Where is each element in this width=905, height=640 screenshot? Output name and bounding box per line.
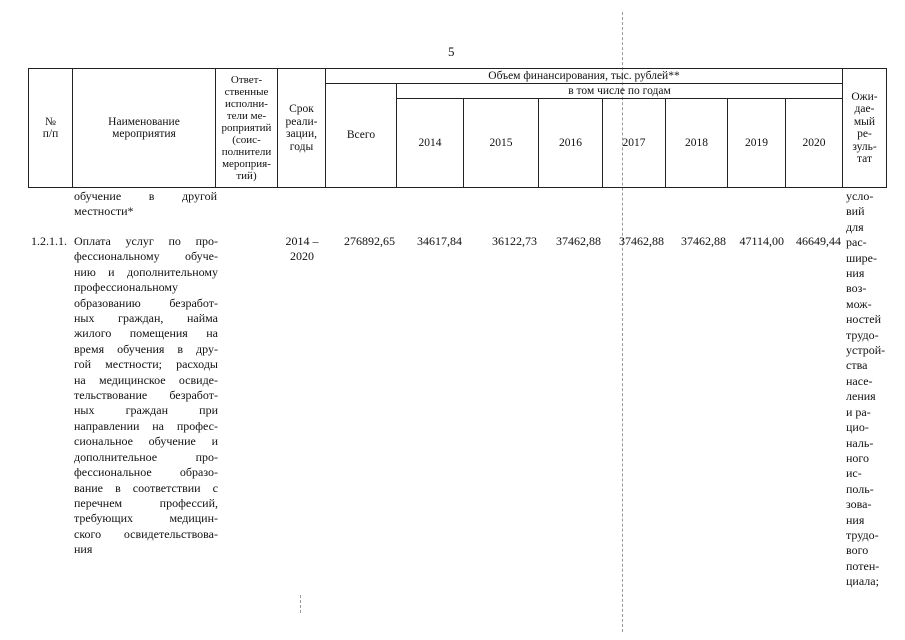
header-period-line: годы xyxy=(289,140,314,153)
description-line: дополнительное про- xyxy=(74,449,218,464)
result-line: вого xyxy=(846,543,869,558)
description-line: фессиональному обуче- xyxy=(74,249,218,264)
row-description xyxy=(74,234,218,558)
header-responsible-line: роприятий xyxy=(221,122,272,134)
result-line: наль- xyxy=(846,435,874,450)
header-responsible-line: мероприя- xyxy=(222,158,271,170)
row-value-2018: 37462,88 xyxy=(681,234,726,248)
header-year-label: 2016 xyxy=(559,136,582,149)
header-result-line: дае- xyxy=(854,103,875,115)
row-number: 1.2.1.1. xyxy=(31,234,67,248)
header-name-line: Наименование xyxy=(108,115,180,128)
period-line: 2014 – xyxy=(285,234,319,248)
header-by-years-label: в том числе по годам xyxy=(568,84,671,97)
header-year-2020 xyxy=(785,98,843,188)
result-line: устрой- xyxy=(846,343,886,358)
row-period xyxy=(279,234,325,265)
header-responsible-line: тели ме- xyxy=(226,110,267,122)
header-responsible-line: тий) xyxy=(236,170,257,182)
header-responsible-line: полнители xyxy=(221,146,272,158)
header-total-cell xyxy=(325,83,397,188)
description-line: местности* xyxy=(74,204,134,219)
header-name-cell xyxy=(72,68,216,188)
header-year-label: 2017 xyxy=(622,136,646,149)
header-year-label: 2015 xyxy=(489,136,513,149)
header-year-2017 xyxy=(602,98,666,188)
description-line: требующих медицин- xyxy=(74,511,218,526)
page-number: 5 xyxy=(448,44,455,59)
header-period-line: Срок xyxy=(289,103,314,115)
result-line: и ра- xyxy=(846,404,871,419)
header-result-cell xyxy=(842,68,887,188)
header-result-line: ре- xyxy=(857,128,872,140)
result-line: ления xyxy=(846,389,876,404)
header-responsible-line: ственные xyxy=(224,86,269,98)
result-line: ного xyxy=(846,450,870,465)
header-number-line: п/п xyxy=(42,128,59,140)
description-line: время обучения в дру- xyxy=(74,341,218,356)
description-line: ных граждан при xyxy=(74,403,218,418)
header-financing-label: Объем финансирования, тыс. рублей** xyxy=(488,69,680,82)
description-line: ского освидетельствова- xyxy=(74,526,218,541)
header-result-line: мый xyxy=(853,115,876,128)
period-line: 2020 xyxy=(290,249,314,264)
row-value-2019: 47114,00 xyxy=(739,234,784,248)
header-year-label: 2020 xyxy=(802,136,826,149)
header-period-cell xyxy=(277,68,326,188)
previous-row-continuation xyxy=(74,189,217,220)
result-line: рас- xyxy=(846,235,867,250)
header-number-line: № xyxy=(45,115,56,128)
result-line: вий xyxy=(846,204,865,219)
result-line: усло- xyxy=(846,189,874,203)
description-line: фессиональное образо- xyxy=(74,465,218,480)
description-line: ных граждан, найма xyxy=(74,311,218,326)
expected-result xyxy=(846,189,890,590)
header-year-label: 2014 xyxy=(418,136,442,149)
header-by-years-cell xyxy=(396,83,843,99)
header-year-2019 xyxy=(727,98,786,188)
result-line: циала; xyxy=(846,574,879,589)
header-year-label: 2018 xyxy=(685,136,708,149)
description-line: на медицинское освиде- xyxy=(74,372,218,387)
row-value-2015: 36122,73 xyxy=(492,234,537,248)
header-result-line: Ожи- xyxy=(851,90,878,103)
result-line: ства xyxy=(846,358,868,373)
result-line: ностей xyxy=(846,312,882,327)
result-line: потен- xyxy=(846,558,880,573)
header-responsible-cell xyxy=(215,68,278,188)
header-year-2014 xyxy=(396,98,464,188)
result-line: для xyxy=(846,219,864,234)
result-line: насе- xyxy=(846,373,873,388)
description-line: Оплата услуг по про- xyxy=(74,234,218,248)
result-line: поль- xyxy=(846,481,874,496)
description-line: вание в соответствии с xyxy=(74,480,218,495)
description-line: ния xyxy=(74,542,93,557)
result-line: ис- xyxy=(846,466,862,481)
description-line: сиональное обучение и xyxy=(74,434,218,449)
row-value-2017: 37462,88 xyxy=(619,234,664,248)
header-number-cell xyxy=(28,68,73,188)
description-line: тельствование безработ- xyxy=(74,388,218,403)
row-total-value: 276892,65 xyxy=(344,234,395,248)
result-line: трудо- xyxy=(846,327,879,342)
header-name-line: мероприятия xyxy=(112,128,176,140)
header-year-label: 2019 xyxy=(745,136,768,149)
header-result-line: тат xyxy=(856,153,872,165)
result-line: ния xyxy=(846,512,865,527)
result-line: трудо- xyxy=(846,527,879,542)
header-period-line: реали- xyxy=(285,115,318,128)
row-value-2020: 46649,44 xyxy=(796,234,841,248)
description-line: нию и дополнительному xyxy=(74,264,218,279)
header-year-2015 xyxy=(463,98,539,188)
description-line: жилого помещения на xyxy=(74,326,218,341)
description-line: профессиональному xyxy=(74,280,178,295)
scan-fold-line xyxy=(300,595,301,613)
result-line: шире- xyxy=(846,250,877,265)
result-line: зова- xyxy=(846,497,872,512)
header-year-2018 xyxy=(665,98,728,188)
header-year-2016 xyxy=(538,98,603,188)
result-line: мож- xyxy=(846,296,872,311)
row-value-2016: 37462,88 xyxy=(556,234,601,248)
result-line: ния xyxy=(846,266,865,281)
row-value-2014: 34617,84 xyxy=(417,234,462,248)
description-line: перечнем профессий, xyxy=(74,495,218,510)
header-responsible-line: Ответ- xyxy=(230,74,263,86)
description-line: гой местности; расходы xyxy=(74,357,218,372)
description-line: направлении на профес- xyxy=(74,418,218,433)
result-line: воз- xyxy=(846,281,867,296)
header-financing-cell xyxy=(325,68,843,84)
description-line: обучение в другой xyxy=(74,189,217,203)
header-responsible-line: (соис- xyxy=(232,134,261,146)
header-total-label: Всего xyxy=(346,129,376,142)
header-responsible-line: исполни- xyxy=(225,98,268,110)
description-line: образованию безработ- xyxy=(74,295,218,310)
header-period-line: зации, xyxy=(286,128,317,140)
header-result-line: зуль- xyxy=(852,140,877,153)
result-line: цио- xyxy=(846,420,869,435)
